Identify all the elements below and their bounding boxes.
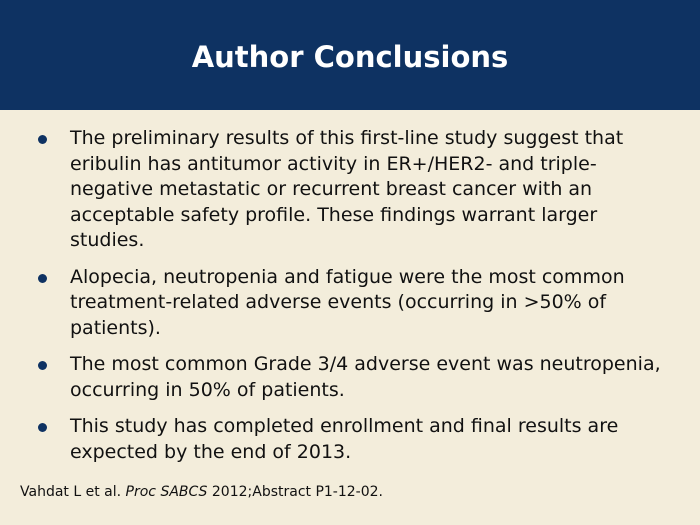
bullet-text: Alopecia, neutropenia and fatigue were the most common treatment-related adverse events (occurring in >50% of patients). bbox=[70, 265, 625, 339]
bullet-text: This study has completed enrollment and final results are expected by the end of 2013. bbox=[70, 415, 619, 463]
bullet-text: The preliminary results of this first-line study suggest that eribulin has antitumor activity in ER+/HER2- and triple-negative metastatic or recurrent breast cancer with an acceptable safety profile. These findings warrant larger studies. bbox=[70, 127, 624, 251]
citation-journal: Proc SABCS bbox=[125, 484, 208, 500]
slide-header bbox=[0, 0, 700, 110]
citation-details: 2012;Abstract P1-12-02. bbox=[211, 484, 383, 500]
bullet-item-4 bbox=[38, 414, 668, 465]
bullet-item-2 bbox=[38, 265, 668, 342]
citation bbox=[20, 484, 383, 500]
citation-authors: Vahdat L et al. bbox=[20, 484, 122, 500]
bullet-text: The most common Grade 3/4 adverse event was neutropenia, occurring in 50% of patients. bbox=[70, 353, 661, 401]
bullet-item-3 bbox=[38, 352, 668, 403]
bullet-dot-icon bbox=[38, 361, 47, 370]
bullet-dot-icon bbox=[38, 423, 47, 432]
bullet-dot-icon bbox=[38, 274, 47, 283]
slide-title: Author Conclusions bbox=[191, 40, 509, 74]
bullet-item-1 bbox=[38, 126, 668, 254]
bullet-dot-icon bbox=[38, 135, 47, 144]
bullet-list bbox=[38, 126, 668, 476]
